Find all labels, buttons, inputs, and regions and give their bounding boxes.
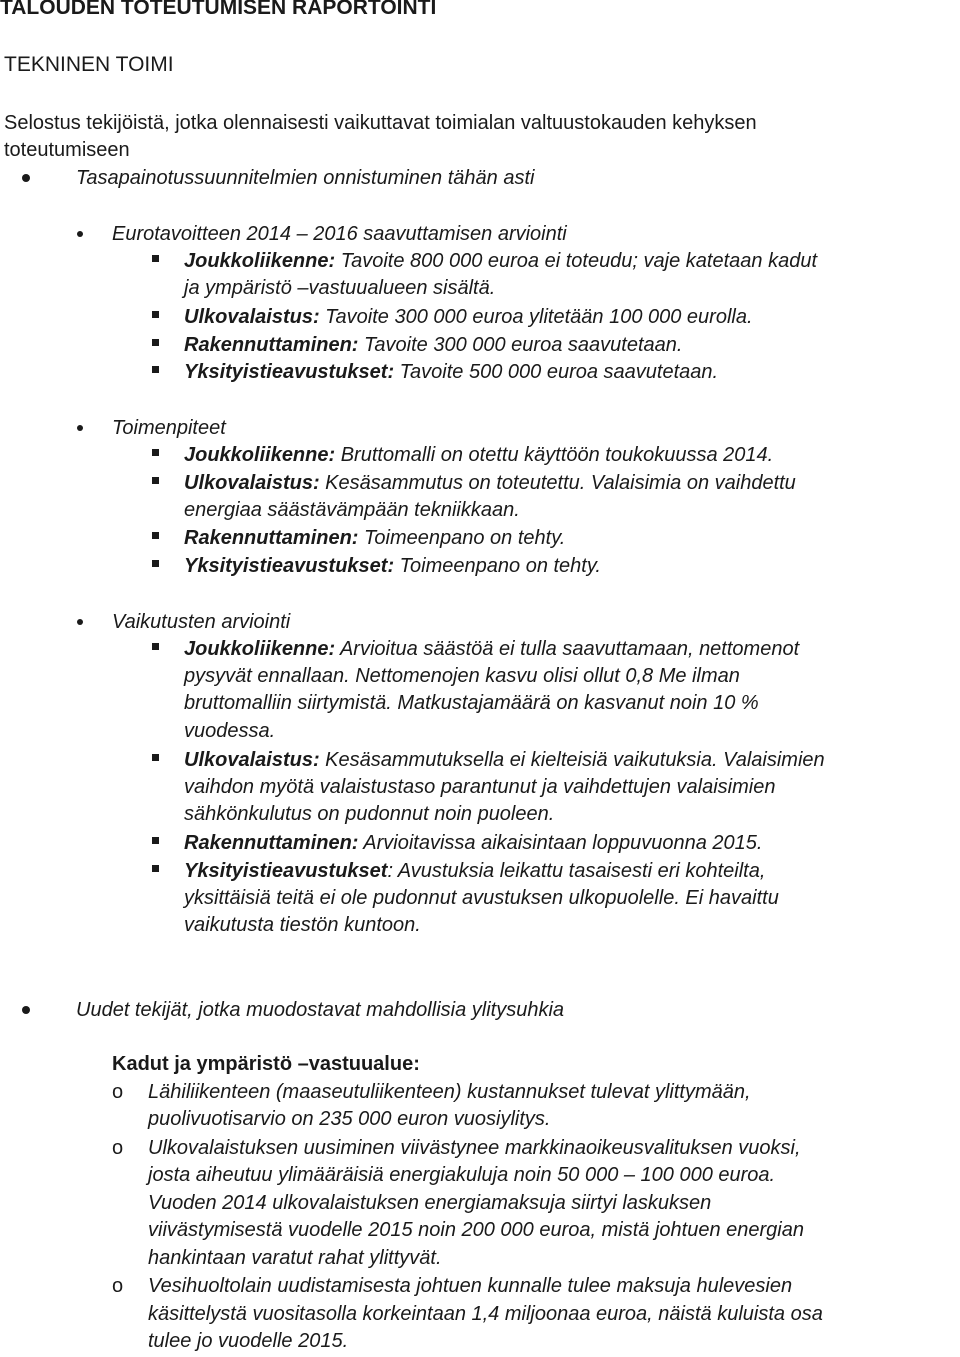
area-item-water-cont: käsittelystä vuositasolla korkeintaan 1,4 miljoonaa euroa, näistä kuluista osa — [148, 1303, 823, 1325]
impact-item-lighting-cont: sähkönkulutus on pudonnut noin puoleen. — [184, 803, 555, 825]
impact-item-lighting: Ulkovalaistus: Kesäsammutuksella ei kielteisiä vaikutuksia. Valaisimien — [184, 749, 825, 771]
impact-item-transit-cont: bruttomalliin siirtymistä. Matkustajamäärä on kasvanut noin 10 % — [184, 692, 759, 714]
impact-item-transit-cont: vuodessa. — [184, 720, 276, 742]
intro-text: Selostus tekijöistä, jotka olennaisesti vaikuttavat toimialan valtuustokauden kehyksen — [4, 112, 757, 134]
eval-item-construction: Rakennuttaminen: Tavoite 300 000 euroa saavutetaan. — [184, 334, 683, 356]
impact-item-lighting-cont: vaihdon myötä valaistustaso parantunut ja vaihdettujen valaisimien — [184, 776, 776, 798]
measures-item-lighting-cont: energiaa säästävämpään tekniikkaan. — [184, 499, 520, 521]
area-item-transport: Lähiliikenteen (maaseutuliikenteen) kustannukset tulevat ylittymään, — [148, 1081, 751, 1103]
area-item-lighting-cont: hankintaan varatut rahat ylittyvät. — [148, 1247, 442, 1269]
circle-bullet-icon: o — [112, 1275, 124, 1297]
section-heading-balancing: Tasapainotussuunnitelmien onnistuminen tähän asti — [76, 167, 535, 189]
square-bullet-icon — [152, 532, 159, 539]
square-bullet-icon — [152, 754, 159, 761]
bullet-dot-icon — [22, 1006, 30, 1014]
area-item-water-cont: tulee jo vuodelle 2015. — [148, 1330, 349, 1352]
eval-item-transit-cont: ja ympäristö –vastuualueen sisältä. — [184, 277, 496, 299]
square-bullet-icon — [152, 366, 159, 373]
circle-bullet-icon: o — [112, 1081, 124, 1103]
eval-item-private-roads: Yksityistieavustukset: Tavoite 500 000 euroa saavutetaan. — [184, 361, 719, 383]
area-item-lighting-cont: viivästymisestä vuodelle 2015 noin 200 000 euroa, mistä johtuen energian — [148, 1219, 804, 1241]
intro-text-cont: toteutumiseen — [4, 139, 130, 161]
area-heading: Kadut ja ympäristö –vastuualue: — [112, 1053, 420, 1075]
square-bullet-icon — [152, 255, 159, 262]
measures-item-private-roads: Yksityistieavustukset: Toimeenpano on tehty. — [184, 555, 601, 577]
measures-heading: Toimenpiteet — [112, 417, 226, 439]
bullet-dot-icon — [77, 425, 83, 431]
area-item-transport-cont: puolivuotisarvio on 235 000 euron vuosiylitys. — [148, 1108, 551, 1130]
square-bullet-icon — [152, 560, 159, 567]
square-bullet-icon — [152, 449, 159, 456]
impact-item-private-roads-cont: vaikutusta tiestön kuntoon. — [184, 914, 421, 936]
square-bullet-icon — [152, 865, 159, 872]
area-item-lighting-cont: josta aiheutuu ylimääräisiä energiakuluja noin 50 000 – 100 000 euroa. — [148, 1164, 776, 1186]
impact-item-private-roads: Yksityistieavustukset: Avustuksia leikattu tasaisesti eri kohteilta, — [184, 860, 766, 882]
impact-heading: Vaikutusten arviointi — [112, 611, 291, 633]
eval-item-lighting: Ulkovalaistus: Tavoite 300 000 euroa ylitetään 100 000 eurolla. — [184, 306, 753, 328]
area-item-water: Vesihuoltolain uudistamisesta johtuen kunnalle tulee maksuja hulevesien — [148, 1275, 793, 1297]
circle-bullet-icon: o — [112, 1137, 124, 1159]
impact-item-transit-cont: pysyvät ennallaan. Nettomenojen kasvu olisi ollut 0,8 Me ilman — [184, 665, 740, 687]
bullet-dot-icon — [77, 619, 83, 625]
section-heading-new-factors: Uudet tekijät, jotka muodostavat mahdollisia ylitysuhkia — [76, 999, 565, 1021]
square-bullet-icon — [152, 339, 159, 346]
square-bullet-icon — [152, 643, 159, 650]
impact-item-private-roads-cont: yksittäisiä teitä ei ole pudonnut avustuksen ulkopuolelle. Ei havaittu — [184, 887, 779, 909]
impact-item-construction: Rakennuttaminen: Arvioitavissa aikaisintaan loppuvuonna 2015. — [184, 832, 763, 854]
bullet-dot-icon — [77, 231, 83, 237]
department-heading: TEKNINEN TOIMI — [4, 53, 174, 76]
measures-item-construction: Rakennuttaminen: Toimeenpano on tehty. — [184, 527, 566, 549]
square-bullet-icon — [152, 477, 159, 484]
eval-item-transit: Joukkoliikenne: Tavoite 800 000 euroa ei toteudu; vaje katetaan kadut — [184, 250, 818, 272]
impact-item-transit: Joukkoliikenne: Arvioitua säästöä ei tulla saavuttamaan, nettomenot — [184, 638, 800, 660]
eval-heading: Eurotavoitteen 2014 – 2016 saavuttamisen arviointi — [112, 223, 567, 245]
bullet-dot-icon — [22, 174, 30, 182]
document-title: TALOUDEN TOTEUTUMISEN RAPORTOINTI — [0, 0, 437, 19]
area-item-lighting-cont: Vuoden 2014 ulkovalaistuksen energiamaksuja siirtyi laskuksen — [148, 1192, 712, 1214]
measures-item-lighting: Ulkovalaistus: Kesäsammutus on toteutettu. Valaisimia on vaihdettu — [184, 472, 796, 494]
area-item-lighting: Ulkovalaistuksen uusiminen viivästynee markkinaoikeusvalituksen vuoksi, — [148, 1137, 801, 1159]
square-bullet-icon — [152, 311, 159, 318]
measures-item-transit: Joukkoliikenne: Bruttomalli on otettu käyttöön toukokuussa 2014. — [184, 444, 774, 466]
square-bullet-icon — [152, 837, 159, 844]
